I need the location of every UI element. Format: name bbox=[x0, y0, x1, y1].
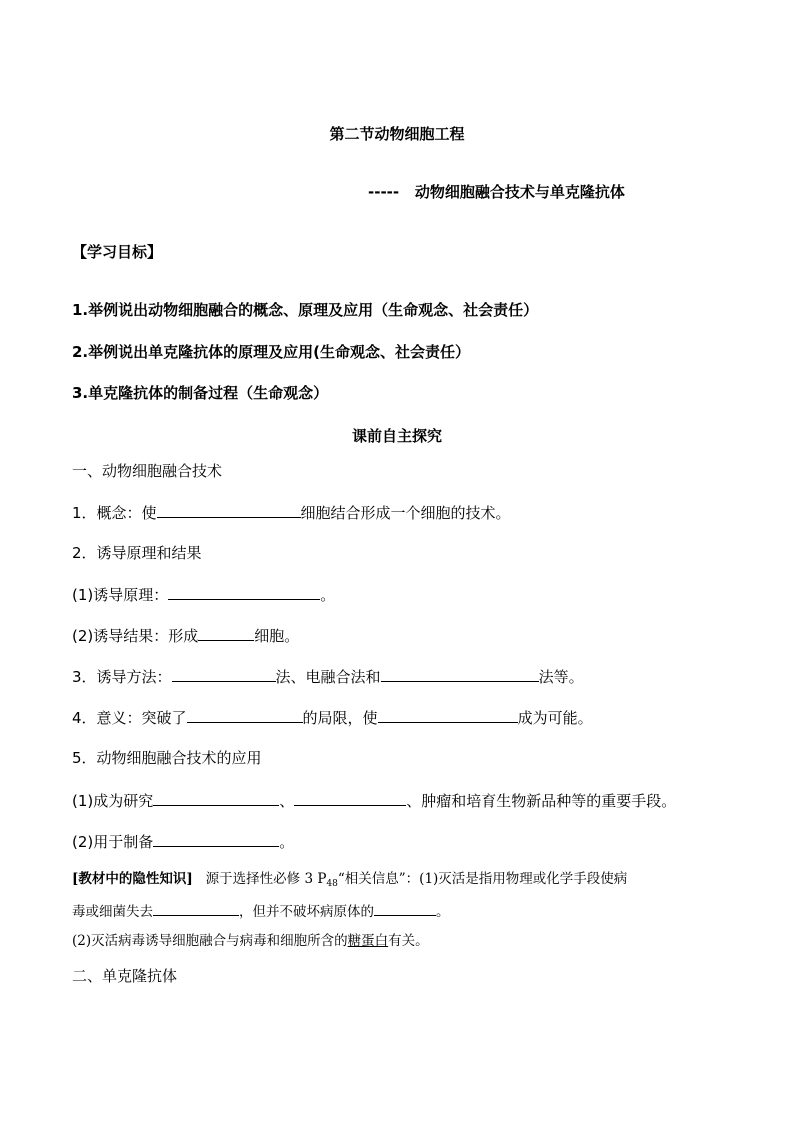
principle-post: 。 bbox=[320, 586, 336, 604]
app1-post: 、肿瘤和培育生物新品种等的重要手段。 bbox=[406, 792, 677, 810]
hidden-knowledge-page-sub: 48 bbox=[326, 879, 338, 889]
significance-post: 成为可能。 bbox=[517, 709, 593, 727]
hidden-knowledge-line2-pre: 毒或细菌失去 bbox=[72, 904, 153, 920]
result-line bbox=[72, 625, 299, 646]
concept-post: 细胞结合形成一个细胞的技术。 bbox=[300, 504, 511, 522]
significance-blank-1[interactable] bbox=[187, 707, 303, 723]
subtitle bbox=[368, 182, 625, 202]
app2-blank[interactable] bbox=[153, 831, 279, 847]
result-blank[interactable] bbox=[198, 625, 254, 641]
hidden-knowledge-line2-post: 。 bbox=[436, 904, 450, 920]
objective-item: 2.举例说出单克隆抗体的原理及应用(生命观念、社会责任） bbox=[72, 343, 470, 361]
hidden-knowledge-line2-mid: ，但并不破坏病原体的 bbox=[239, 904, 374, 920]
app1-blank-2[interactable] bbox=[294, 790, 406, 806]
hidden-knowledge-blank-2[interactable] bbox=[374, 900, 436, 916]
principle-heading: 2．诱导原理和结果 bbox=[72, 544, 202, 562]
hidden-knowledge-line3-pre: (2)灭活病毒诱导细胞融合与病毒和细胞所含的 bbox=[72, 933, 348, 949]
application-heading: 5．动物细胞融合技术的应用 bbox=[72, 749, 262, 767]
principle-line bbox=[72, 584, 335, 605]
hidden-knowledge-blank-1[interactable] bbox=[153, 900, 239, 916]
concept-blank[interactable] bbox=[157, 502, 301, 518]
subtitle-dashes: ----- bbox=[368, 183, 400, 201]
hidden-knowledge-line3-post: 有关。 bbox=[388, 933, 429, 949]
concept-line bbox=[72, 502, 511, 523]
significance-pre: 4．意义：突破了 bbox=[72, 709, 187, 727]
principle-blank[interactable] bbox=[168, 584, 320, 600]
preclass-heading: 课前自主探究 bbox=[351, 427, 442, 445]
section2-heading: 二、单克隆抗体 bbox=[72, 967, 178, 985]
concept-pre: 1．概念：使 bbox=[72, 504, 157, 522]
objectives-heading: 【学习目标】 bbox=[72, 243, 163, 261]
method-pre: 3．诱导方法： bbox=[72, 668, 172, 686]
page-title: 第二节动物细胞工程 bbox=[329, 125, 465, 143]
hidden-knowledge-line-3 bbox=[72, 931, 429, 951]
subtitle-text: 动物细胞融合技术与单克隆抗体 bbox=[414, 183, 625, 201]
app2-line bbox=[72, 831, 294, 852]
app2-post: 。 bbox=[279, 833, 295, 851]
objective-item: 3.单克隆抗体的制备过程（生命观念） bbox=[72, 384, 329, 402]
principle-pre: (1)诱导原理： bbox=[72, 586, 169, 604]
method-blank-1[interactable] bbox=[172, 666, 276, 682]
app1-pre: (1)成为研究 bbox=[72, 792, 154, 810]
result-pre: (2)诱导结果：形成 bbox=[72, 627, 199, 645]
significance-mid: 的局限，使 bbox=[302, 709, 378, 727]
app2-pre: (2)用于制备 bbox=[72, 833, 154, 851]
significance-line bbox=[72, 707, 593, 728]
hidden-knowledge-source-pre: 源于选择性必修 3 P bbox=[205, 871, 327, 887]
hidden-knowledge-label: [教材中的隐性知识] bbox=[72, 871, 193, 887]
app1-blank-1[interactable] bbox=[153, 790, 279, 806]
method-post: 法等。 bbox=[538, 668, 584, 686]
result-post: 细胞。 bbox=[254, 627, 300, 645]
hidden-knowledge-underlined: 糖蛋白 bbox=[347, 933, 389, 949]
app1-mid: 、 bbox=[279, 792, 295, 810]
method-mid: 法、电融合法和 bbox=[275, 668, 381, 686]
significance-blank-2[interactable] bbox=[378, 707, 518, 723]
objective-item: 1.举例说出动物细胞融合的概念、原理及应用（生命观念、社会责任） bbox=[72, 301, 539, 319]
app1-line bbox=[72, 790, 676, 811]
hidden-knowledge-line-2 bbox=[72, 900, 450, 922]
method-blank-2[interactable] bbox=[381, 666, 539, 682]
method-line bbox=[72, 666, 584, 687]
hidden-knowledge-line-1 bbox=[72, 869, 627, 889]
hidden-knowledge-source-post: “相关信息”：(1)灭活是指用物理或化学手段使病 bbox=[337, 871, 628, 887]
section1-heading: 一、动物细胞融合技术 bbox=[72, 462, 223, 480]
